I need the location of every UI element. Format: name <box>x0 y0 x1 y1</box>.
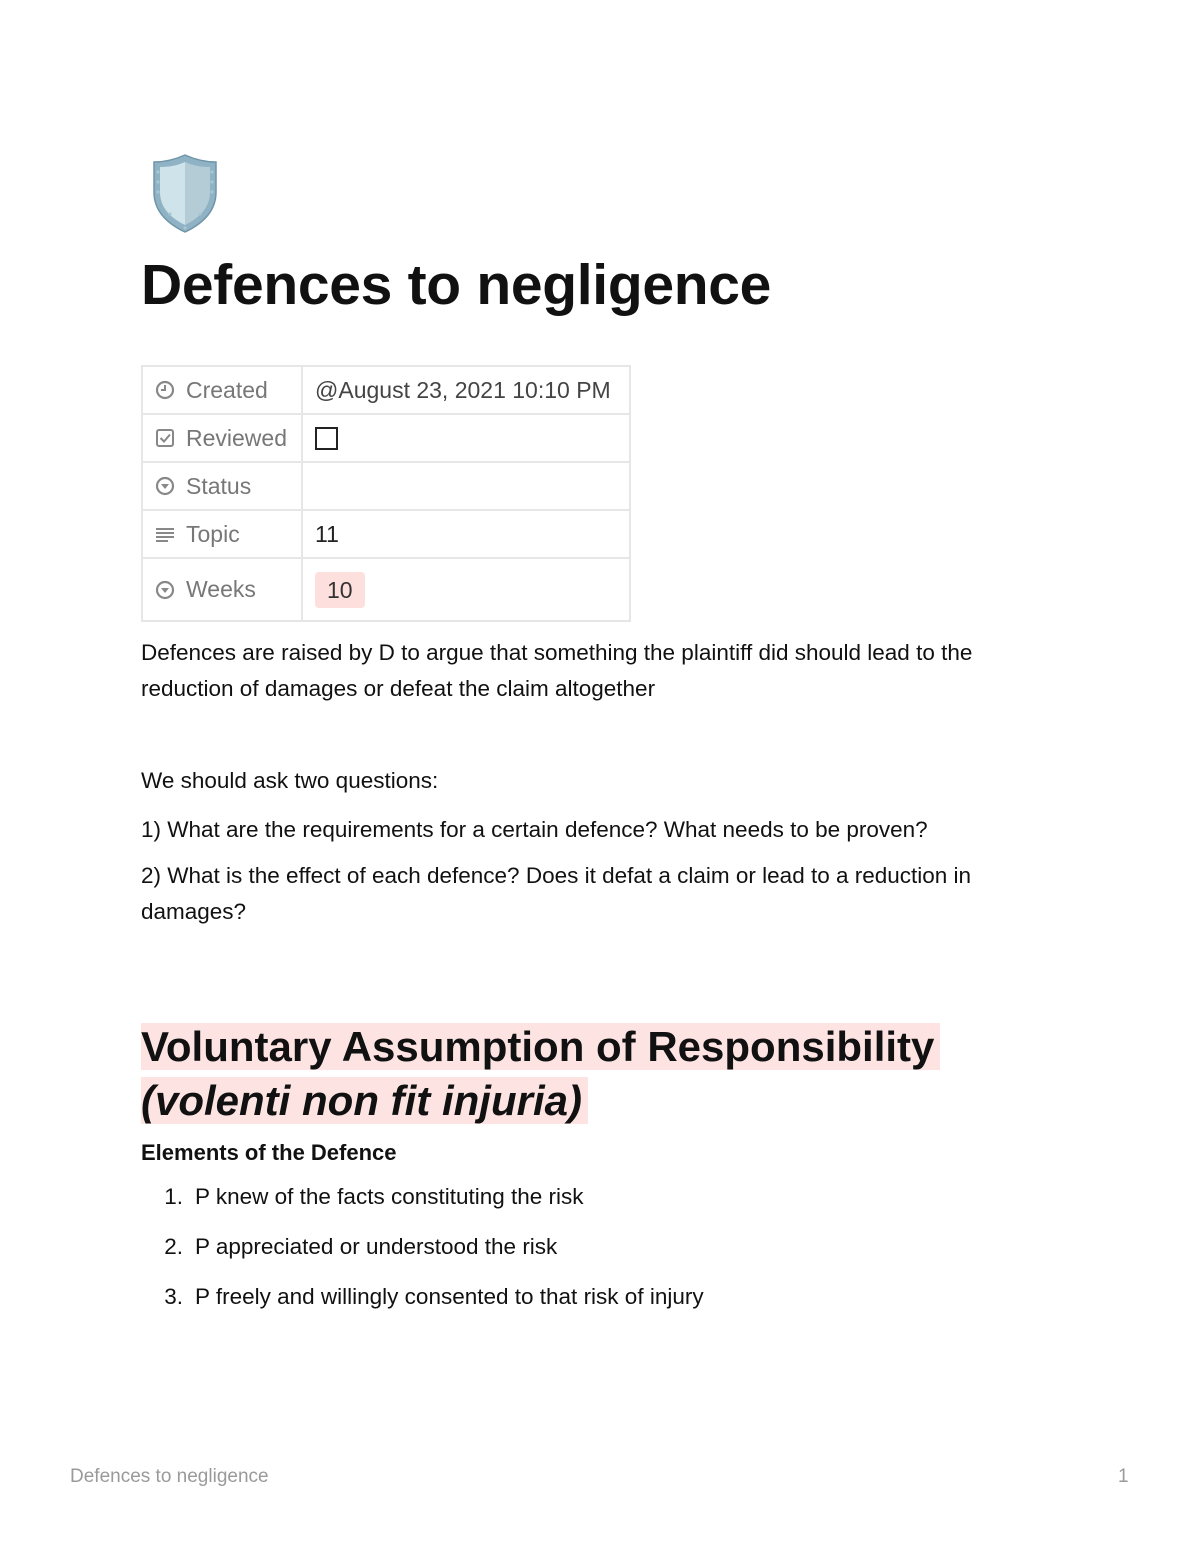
list-number: 2. <box>164 1234 183 1259</box>
page-title: Defences to negligence <box>141 253 772 317</box>
text-lines-icon <box>155 524 175 544</box>
list-item <box>141 1284 704 1334</box>
properties-table <box>141 365 631 622</box>
created-date-value[interactable]: @August 23, 2021 10:10 PM <box>315 376 611 403</box>
checkbox-icon <box>155 428 175 448</box>
list-number: 1. <box>164 1184 183 1209</box>
property-row-weeks <box>142 558 630 621</box>
question-2: 2) What is the effect of each defence? Does it defat a claim or lead to a reduction in damages? <box>141 863 972 924</box>
list-item <box>141 1234 704 1284</box>
property-row-reviewed <box>142 414 630 462</box>
section-heading-line1: Voluntary Assumption of Responsibility <box>141 1023 940 1070</box>
property-label: Topic <box>186 520 240 547</box>
intro-paragraph: Defences are raised by D to argue that something the plaintiff did should lead to the reduction of damages or defeat the claim altogether <box>141 640 973 701</box>
clock-icon <box>155 380 175 400</box>
property-label: Status <box>186 472 252 499</box>
list-text: P freely and willingly consented to that risk of injury <box>195 1284 704 1309</box>
property-row-created <box>142 366 630 414</box>
list-number: 3. <box>164 1284 183 1309</box>
list-text: P knew of the facts constituting the risk <box>195 1184 584 1209</box>
list-item <box>141 1184 704 1234</box>
question-1: 1) What are the requirements for a certain defence? What needs to be proven? <box>141 817 928 842</box>
select-icon <box>155 476 175 496</box>
list-text: P appreciated or understood the risk <box>195 1234 558 1259</box>
select-icon <box>155 580 175 600</box>
property-label: Reviewed <box>186 424 287 451</box>
weeks-tag[interactable]: 10 <box>315 572 365 608</box>
questions-intro: We should ask two questions: <box>141 768 439 793</box>
section-heading-line2: (volenti non fit injuria) <box>141 1077 582 1124</box>
property-row-topic <box>142 510 630 558</box>
elements-list <box>141 1184 704 1334</box>
topic-value[interactable]: 11 <box>315 520 339 547</box>
subheading: Elements of the Defence <box>141 1140 397 1165</box>
property-label: Created <box>186 376 268 403</box>
footer-page-number: 1 <box>1118 1466 1129 1487</box>
footer-doc-title: Defences to negligence <box>70 1466 269 1487</box>
reviewed-checkbox[interactable] <box>315 427 338 450</box>
shield-icon <box>150 152 220 234</box>
property-label: Weeks <box>186 576 256 602</box>
property-row-status <box>142 462 630 510</box>
section-heading <box>141 1020 940 1128</box>
